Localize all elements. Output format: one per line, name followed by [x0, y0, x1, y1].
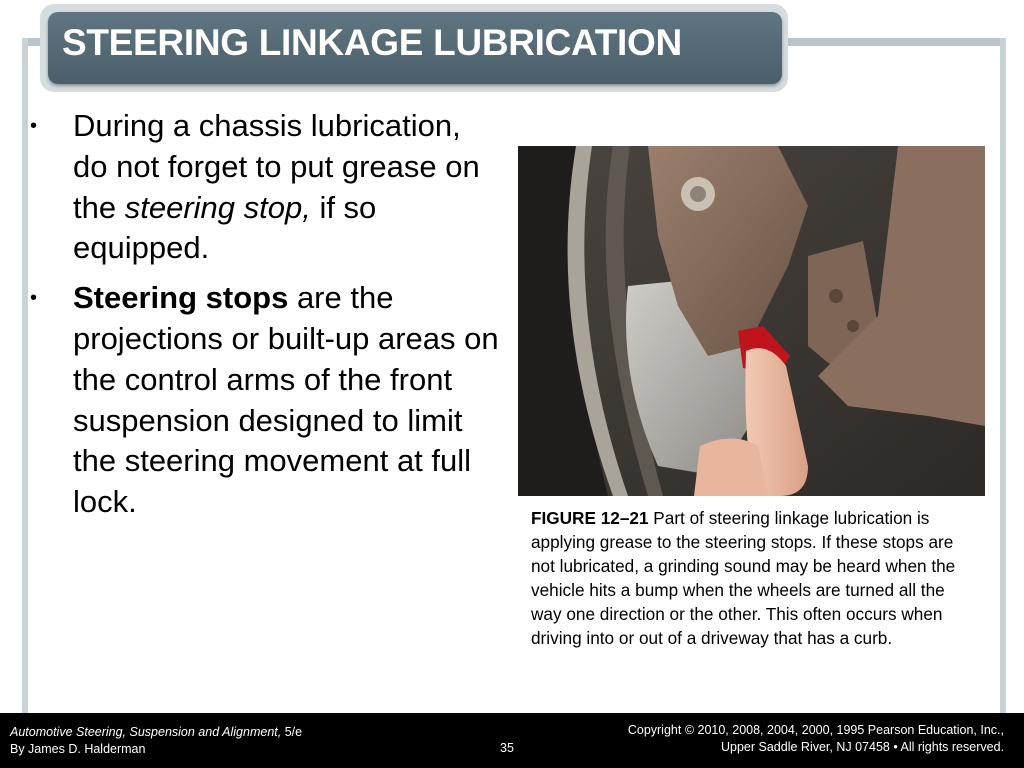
footer-credits: [10, 724, 302, 758]
bullet-item: [30, 106, 500, 269]
footer-bar: [0, 713, 1024, 768]
publisher-line: Upper Saddle River, NJ 07458 • All rights reserved.: [721, 740, 1004, 754]
page-number: 35: [500, 741, 514, 755]
author-line: By James D. Halderman: [10, 742, 146, 756]
book-edition: 5/e: [281, 725, 303, 739]
bullet-item: [30, 278, 500, 523]
bullet-list: [30, 106, 500, 532]
bullet-text-tail: if so equipped.: [73, 189, 377, 266]
bullet-term: Steering stops: [73, 280, 289, 316]
stop-rivet-shape: [829, 289, 843, 303]
bullet-marker: •: [30, 115, 38, 137]
figure-label: FIGURE 12–21: [531, 508, 649, 528]
copyright-notice: [628, 722, 1004, 756]
figure-caption-text: Part of steering linkage lubrication is applying grease to the steering stops. If these stops are not lubricated, a grinding sound may be heard when the vehicle hits a bump when the wheels are turned all the way one direction or the other. This often occurs when driving into or out of a driveway that has a curb.: [531, 508, 956, 648]
bullet-marker: •: [30, 287, 38, 310]
bullet-text: are the projections or built-up areas on the control arms of the front suspension designed to limit the steering movement at full lock.: [73, 280, 499, 520]
slide-frame-left: [22, 38, 28, 714]
slide-frame-right: [1000, 38, 1006, 714]
copyright-line: Copyright © 2010, 2008, 2004, 2000, 1995 Pearson Education, Inc.,: [627, 723, 1004, 737]
bullet-emphasis: steering stop,: [124, 189, 311, 225]
figure-photo: [518, 146, 985, 496]
stop-rivet-shape: [847, 320, 859, 332]
figure-caption: [531, 507, 979, 650]
book-title: Automotive Steering, Suspension and Alignment,: [10, 725, 282, 739]
bolt-center-shape: [690, 186, 706, 202]
bullet-text: During a chassis lubrication, do not forget to put grease on the: [73, 108, 480, 225]
hand-shape: [694, 439, 768, 497]
slide-title: STEERING LINKAGE LUBRICATION: [62, 22, 682, 63]
